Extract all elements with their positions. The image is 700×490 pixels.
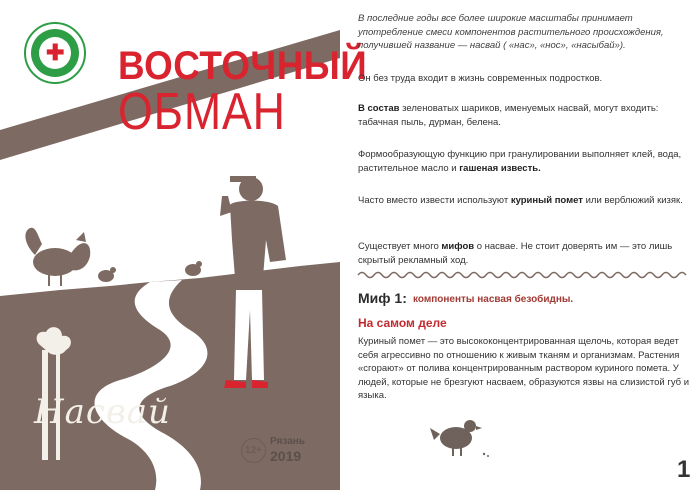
reality-paragraph: Куриный помет — это высококонцентрированная щелочь, которая ведет себя агрессивно по отношению к живым тканям и организмам. Растения «сгорают» от полива концентрированным раствором куриного помета. У людей, которые не брезгуют насваем, образуются язвы на слизистой губ и языка. xyxy=(358,336,690,401)
wavy-divider xyxy=(358,270,690,280)
reality-heading: На самом деле xyxy=(358,316,447,330)
page-number: 1 xyxy=(677,456,691,483)
cover-title-line2: ОБМАН xyxy=(118,83,286,141)
paragraph-4-end: или верблюжий кизяк. xyxy=(582,195,683,206)
paragraph-5 xyxy=(358,240,690,267)
myth-subtitle: компоненты насвая безобидны. xyxy=(413,294,574,305)
rooster-silhouette-icon xyxy=(25,228,90,286)
paragraph-5-bold: мифов xyxy=(441,241,475,252)
cover-title-line1: ВОСТОЧНЫЙ xyxy=(118,44,368,88)
publication-year: 2019 xyxy=(270,448,302,464)
paragraph-1: Он без труда входит в жизнь современных подростков. xyxy=(358,73,603,84)
age-rating-badge: 12+ xyxy=(241,438,266,463)
paragraph-3-text: Формообразующую функцию при гранулировании выполняет клей, вода, растительное масло и xyxy=(358,149,682,174)
paragraph-4-bold: куриный помет xyxy=(510,195,583,206)
myth-heading: Миф 1: xyxy=(358,290,407,306)
medical-cross-emblem-icon: ✚ xyxy=(46,40,65,65)
hen-silhouette-icon xyxy=(420,410,500,460)
paragraph-2-bold: В состав xyxy=(358,103,400,114)
organization-logo xyxy=(24,22,86,84)
paragraph-3 xyxy=(358,148,690,175)
paragraph-5-end: о насвае. Не стоит доверять им — это лишь скрытый рекламный ход. xyxy=(358,241,673,266)
brand-name: Насвай xyxy=(34,392,171,432)
hen-silhouette-icon xyxy=(98,261,202,282)
paragraph-5-text: Существует много xyxy=(358,241,442,252)
paragraph-4 xyxy=(358,194,690,208)
paragraph-4-text: Часто вместо извести используют xyxy=(358,195,511,206)
publication-city: Рязань xyxy=(270,436,305,447)
paragraph-2 xyxy=(358,102,690,129)
paragraph-3-bold: гашеная известь. xyxy=(459,162,541,174)
paragraph-2-text: зеленоватых шариков, именуемых насвай, могут входить: табачная пыль, дурман, белена. xyxy=(358,103,659,128)
intro-paragraph: В последние годы все более широкие масштабы принимает употребление смеси компонентов растительного происхождения, получившей название — насвай ( «нас», «нос», «насыбай»). xyxy=(358,13,664,51)
